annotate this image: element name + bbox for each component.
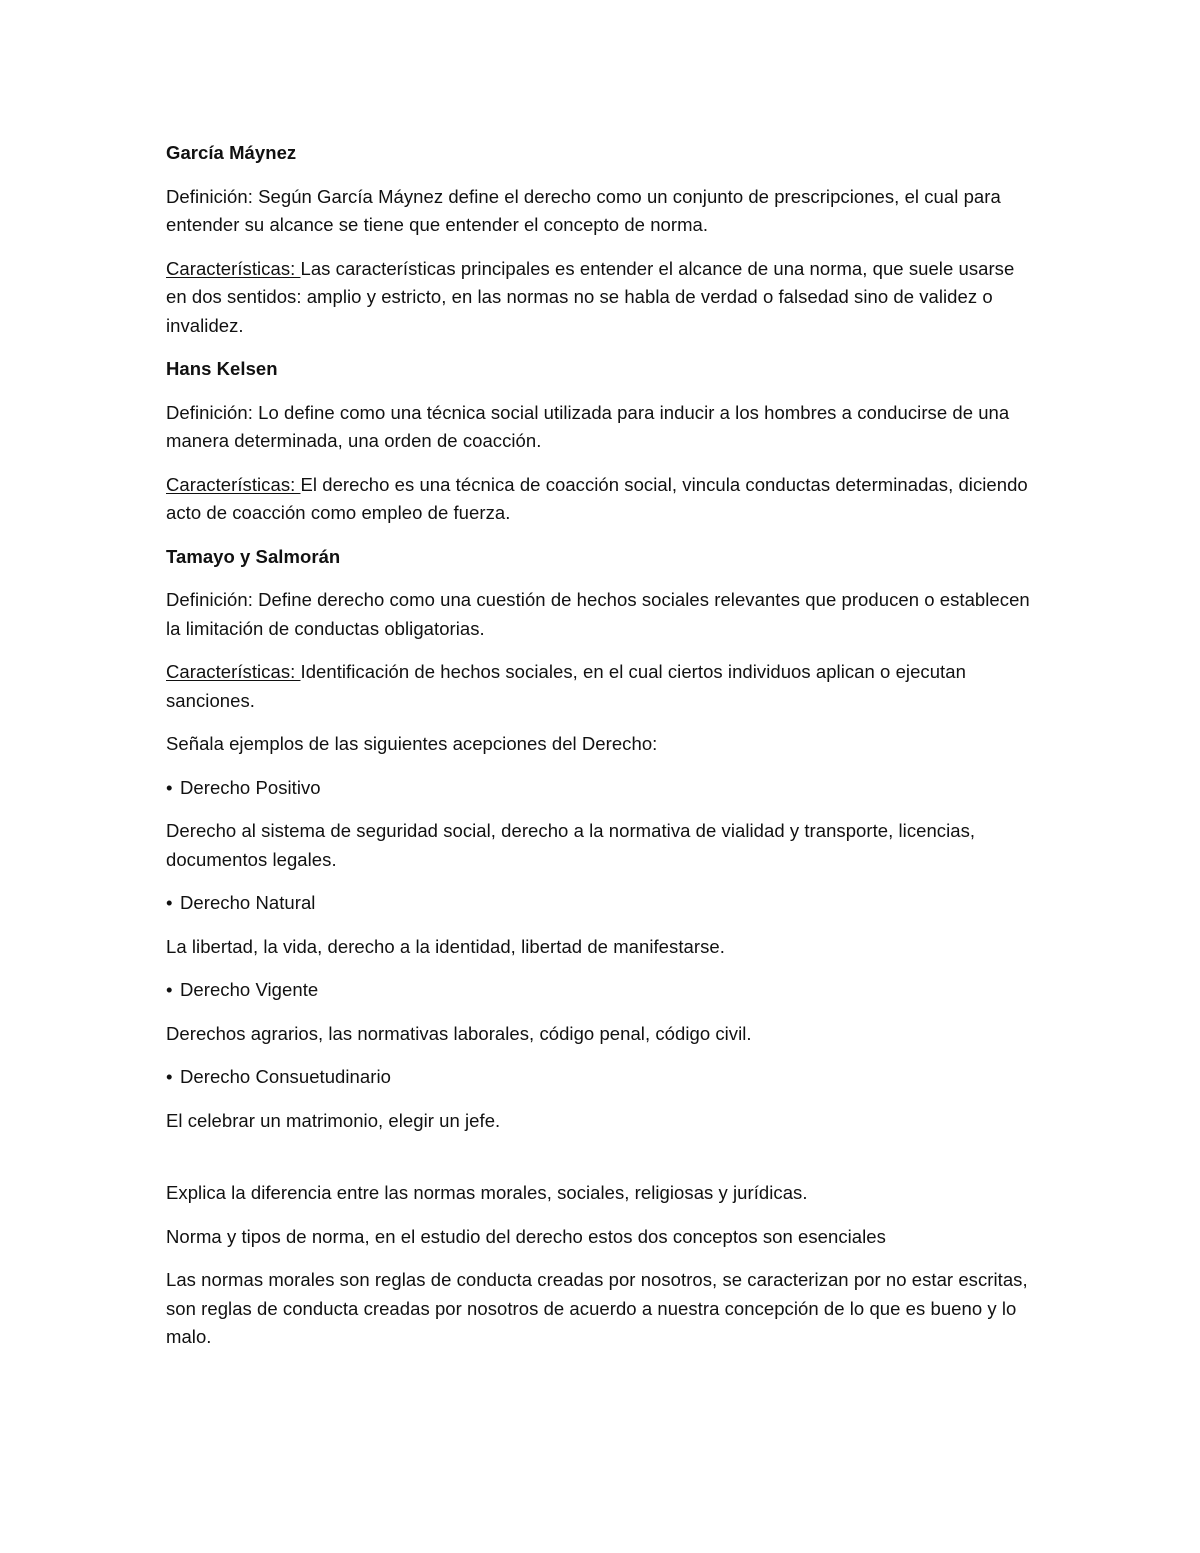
definition-label: Definición: — [166, 401, 253, 423]
example-title — [166, 774, 1036, 803]
characteristics-label: Características: — [166, 661, 301, 682]
definition-label: Definición: — [166, 185, 253, 207]
example-title-text: Derecho Vigente — [180, 979, 319, 1000]
characteristics-text: El derecho es una técnica de coacción social, vincula conductas determinadas, diciendo acto de coacción como empleo de fuerza. — [166, 473, 1028, 523]
norms-intro: Norma y tipos de norma, en el estudio del derecho estos dos conceptos son esenciales — [166, 1225, 886, 1247]
example-title — [166, 889, 1036, 918]
definition-paragraph — [166, 399, 1036, 456]
characteristics-text: Identificación de hechos sociales, en el cual ciertos individuos aplican o ejecutan sanciones. — [166, 661, 966, 711]
example-title-text: Derecho Natural — [180, 892, 316, 913]
characteristics-label: Características: — [166, 473, 301, 495]
definition-text: Define derecho como una cuestión de hechos sociales relevantes que producen o establecen la limitación de conductas obligatorias. — [166, 589, 1030, 639]
examples-intro: Señala ejemplos de las siguientes acepciones del Derecho: — [166, 733, 658, 754]
bullet-icon: • — [166, 892, 173, 913]
norms-question: Explica la diferencia entre las normas morales, sociales, religiosas y jurídicas. — [166, 1182, 808, 1203]
example-title-text: Derecho Consuetudinario — [180, 1066, 391, 1087]
example-text: La libertad, la vida, derecho a la identidad, libertad de manifestarse. — [166, 935, 725, 957]
definition-label: Definición: — [166, 589, 253, 610]
definition-text: Según García Máynez define el derecho como un conjunto de prescripciones, el cual para entender su alcance se tiene que entender el concepto de norma. — [166, 185, 1001, 235]
norms-moral-paragraph: Las normas morales son reglas de conducta creadas por nosotros, se caracterizan por no estar escritas, son reglas de conducta creadas por nosotros de acuerdo a nuestra concepción de lo que es bueno y lo malo. — [166, 1269, 1028, 1347]
bullet-icon: • — [166, 776, 173, 798]
example-text: Derechos agrarios, las normativas laborales, código penal, código civil. — [166, 1022, 752, 1044]
bullet-icon: • — [166, 1066, 173, 1087]
bullet-icon: • — [166, 979, 173, 1000]
section-heading-tamayo-salmoran: Tamayo y Salmorán — [166, 545, 341, 567]
example-title-text: Derecho Positivo — [180, 776, 321, 798]
example-text: Derecho al sistema de seguridad social, derecho a la normativa de vialidad y transporte, licencias, documentos legales. — [166, 820, 976, 870]
definition-text: Lo define como una técnica social utilizada para inducir a los hombres a conducirse de una manera determinada, una orden de coacción. — [166, 401, 1010, 451]
definition-paragraph — [166, 586, 1036, 643]
example-title — [166, 976, 1036, 1005]
document-page — [166, 139, 1036, 1367]
characteristics-paragraph — [166, 658, 1036, 715]
example-text: El celebrar un matrimonio, elegir un jefe. — [166, 1109, 501, 1131]
characteristics-text: Las características principales es entender el alcance de una norma, que suele usarse en dos sentidos: amplio y estricto, en las normas no se habla de verdad o falsedad sino de validez o invalidez. — [166, 257, 1015, 336]
characteristics-label: Características: — [166, 257, 301, 279]
section-heading-hans-kelsen: Hans Kelsen — [166, 358, 278, 379]
characteristics-paragraph — [166, 471, 1036, 528]
section-heading-garcia-maynez: García Máynez — [166, 142, 297, 163]
definition-paragraph — [166, 183, 1036, 240]
example-title — [166, 1063, 1036, 1092]
characteristics-paragraph — [166, 255, 1036, 341]
